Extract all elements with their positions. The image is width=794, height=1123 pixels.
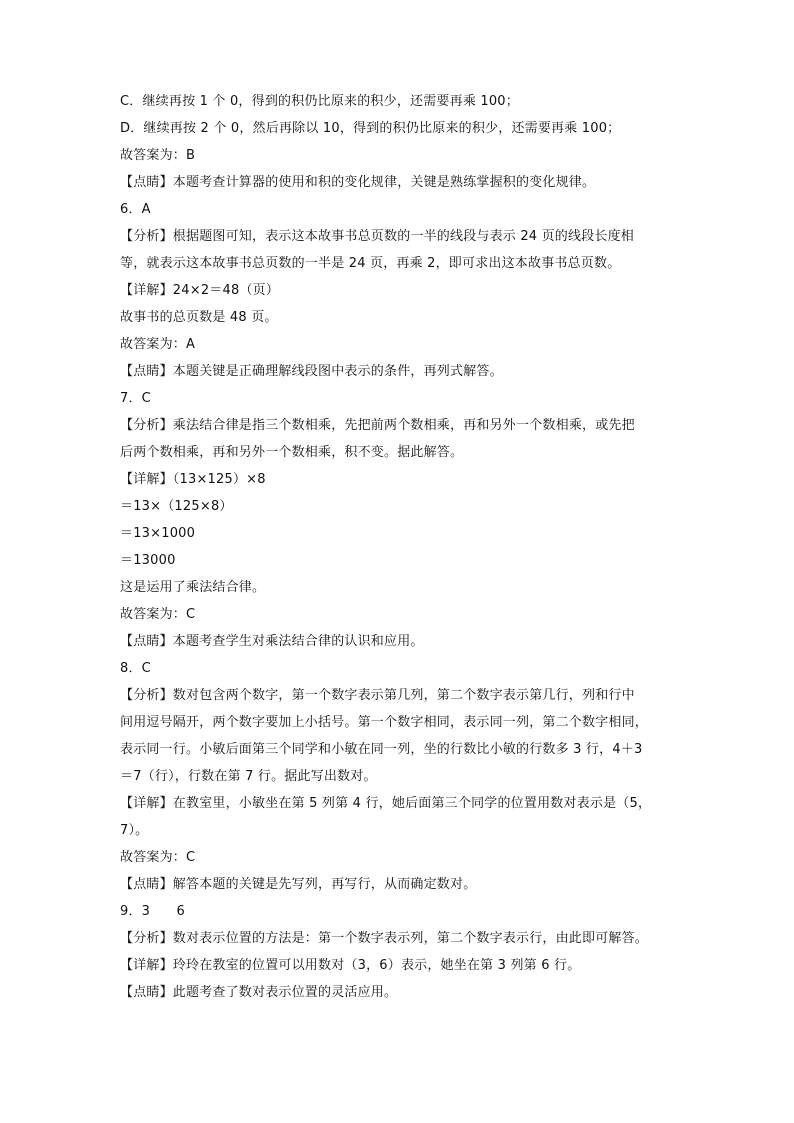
text-line: 故答案为：C [120,850,196,865]
text-line: 【点睛】本题考查学生对乘法结合律的认识和应用。 [120,634,424,649]
text-line: 后两个数相乘，再和另外一个数相乘，积不变。据此解答。 [120,445,464,460]
text-line: 表示同一行。小敏后面第三个同学和小敏在同一列，坐的行数比小敏的行数多 3 行，4＋3 [120,742,643,757]
text-line: C．继续再按 1 个 0，得到的积仍比原来的积少，还需要再乘 100； [120,94,519,109]
text-line: 这是运用了乘法结合律。 [120,580,266,595]
text-line: 【分析】乘法结合律是指三个数相乘，先把前两个数相乘，再和另外一个数相乘，或先把 [120,418,635,433]
text-line: 故事书的总页数是 48 页。 [120,310,278,325]
text-line: 【分析】数对包含两个数字，第一个数字表示第几列，第二个数字表示第几行，列和行中 [120,688,635,703]
question-number: 6．A [120,202,151,217]
text-line: 【分析】数对表示位置的方法是：第一个数字表示列，第二个数字表示行，由此即可解答。 [120,931,649,946]
text-line: 【点睛】本题关键是正确理解线段图中表示的条件，再列式解答。 [120,364,503,379]
text-line: 等，就表示这本故事书总页数的一半是 24 页，再乘 2，即可求出这本故事书总页数。 [120,256,621,271]
answer-text-block [120,88,680,1006]
text-line: 【详解】玲玲在教室的位置可以用数对（3，6）表示，她坐在第 3 列第 6 行。 [120,958,581,973]
text-line: D．继续再按 2 个 0，然后再除以 10，得到的积仍比原来的积少，还需要再乘 100； [120,121,621,136]
text-line: ＝13×1000 [120,526,196,541]
text-line: 【详解】（13×125）×8 [120,472,266,487]
text-line: 7）。 [120,823,149,838]
text-line: ＝13000 [120,553,176,568]
text-line: 故答案为：B [120,148,196,163]
text-line: 【点睛】本题考查计算器的使用和积的变化规律，关键是熟练掌握积的变化规律。 [120,175,596,190]
question-number: 7．C [120,391,151,406]
text-line: 【点睛】解答本题的关键是先写列，再写行，从而确定数对。 [120,877,477,892]
text-line: ＝13×（125×8） [120,499,233,514]
question-number: 9．3 6 [120,904,186,919]
text-line: 【详解】24×2＝48（页） [120,283,280,298]
text-line: 间用逗号隔开，两个数字要加上小括号。第一个数字相同，表示同一列，第二个数字相同， [120,715,649,730]
question-number: 8．C [120,661,151,676]
text-line: 故答案为：A [120,337,196,352]
text-line: 【详解】在教室里，小敏坐在第 5 列第 4 行，她后面第三个同学的位置用数对表示是（5， [120,796,652,811]
text-line: 故答案为：C [120,607,196,622]
text-line: 【点睛】此题考查了数对表示位置的灵活应用。 [120,985,398,1000]
text-line: ＝7（行），行数在第 7 行。据此写出数对。 [120,769,377,784]
text-line: 【分析】根据题图可知，表示这本故事书总页数的一半的线段与表示 24 页的线段长度相 [120,229,635,244]
